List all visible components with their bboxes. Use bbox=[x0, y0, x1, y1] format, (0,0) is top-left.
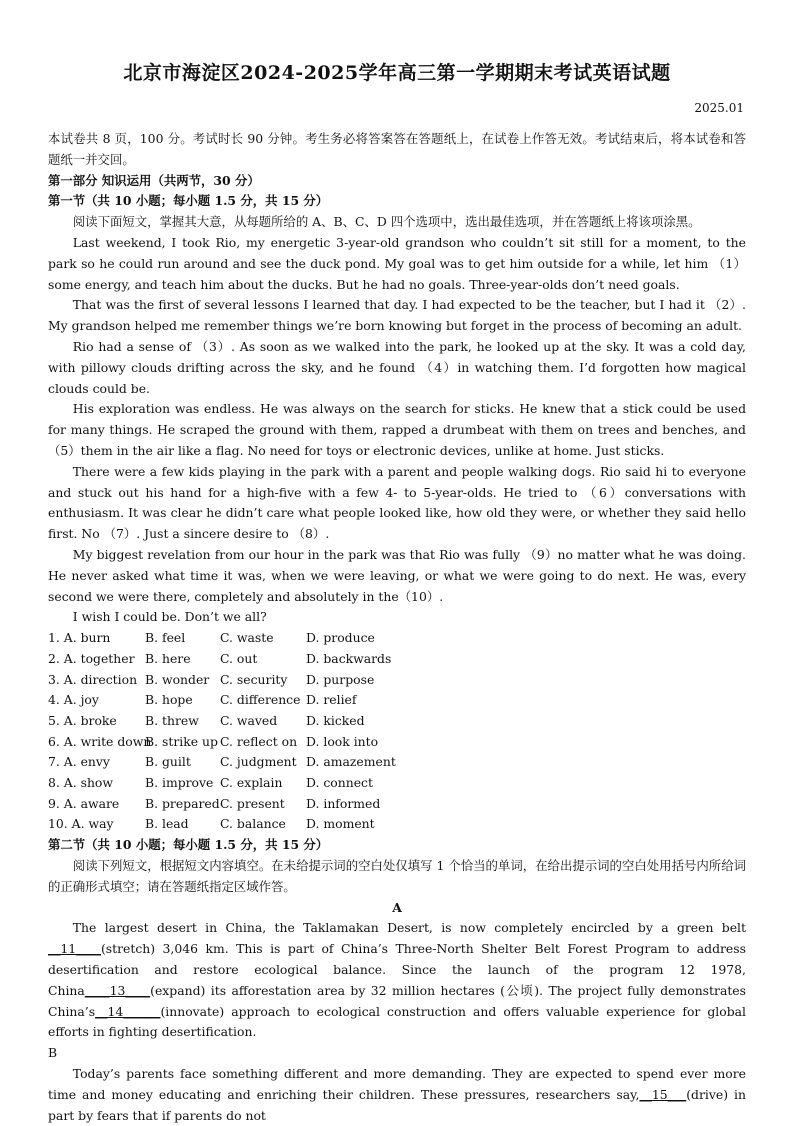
passage-a bbox=[48, 918, 746, 1043]
option-b: B. prepared bbox=[145, 795, 220, 811]
option-a: 6. A. write down bbox=[48, 733, 152, 749]
option-row bbox=[48, 649, 746, 670]
passage-a-text: (stretch) 3,046 km. This is part of China’s Three-North Shelter Belt Forest Program to address desertification and restore ecological balance. Since the launch of the program 12 1978, China bbox=[48, 941, 746, 998]
option-row bbox=[48, 711, 746, 732]
option-row bbox=[48, 814, 746, 835]
option-c: C. balance bbox=[220, 816, 286, 832]
option-row bbox=[48, 690, 746, 711]
option-c: C. difference bbox=[220, 692, 301, 708]
option-d: D. purpose bbox=[306, 671, 375, 687]
passage-paragraph: That was the first of several lessons I learned that day. I had expected to be the teacher, but I had it （2）. My grandson helped me remember things we’re born knowing but forget in the process of becoming an adult. bbox=[48, 297, 746, 334]
option-b: B. improve bbox=[145, 775, 214, 791]
option-c: C. out bbox=[220, 650, 258, 666]
exam-intro: 本试卷共 8 页，100 分。考试时长 90 分钟。考生务必将答案答在答题纸上，在试卷上作答无效。考试结束后，将本试卷和答题纸一并交回。 bbox=[48, 131, 746, 167]
part1-heading: 第一部分 知识运用（共两节，30 分） bbox=[48, 172, 260, 188]
blank-14: __14______ bbox=[95, 1003, 161, 1019]
option-d: D. informed bbox=[306, 795, 381, 811]
passage-paragraph: I wish I could be. Don’t we all? bbox=[72, 609, 267, 625]
option-d: D. connect bbox=[306, 775, 373, 791]
option-b: B. hope bbox=[145, 692, 193, 708]
option-b: B. lead bbox=[145, 816, 189, 832]
passage-b bbox=[48, 1064, 746, 1126]
option-row bbox=[48, 628, 746, 649]
passage-b-text: (drive) in part by fears that if parents do not bbox=[48, 1086, 747, 1123]
answer-options bbox=[48, 628, 746, 835]
passage-a-text: The largest desert in China, the Taklamakan Desert, is now completely encircled by a green belt bbox=[72, 920, 746, 936]
option-c: C. reflect on bbox=[220, 733, 298, 749]
option-row bbox=[48, 752, 746, 773]
passage-paragraph: Rio had a sense of （3）. As soon as we walked into the park, he looked up at the sky. It was a cold day, with pillowy clouds drifting across the sky, and he found （4）in watching them. I’d forgotten how magical clouds could be. bbox=[48, 338, 746, 396]
option-d: D. kicked bbox=[306, 712, 365, 728]
blank-13: ____13____ bbox=[84, 982, 151, 998]
option-d: D. look into bbox=[306, 733, 379, 749]
option-row bbox=[48, 732, 746, 753]
passage-b-text: Today’s parents face something different and more demanding. They are expected to spend ever more time and money educating and enriching their children. These pressures, researchers say, bbox=[48, 1065, 746, 1102]
page-title: 北京市海淀区2024-2025学年高三第一学期期末考试英语试题 bbox=[123, 62, 671, 84]
option-a: 1. A. burn bbox=[48, 630, 111, 646]
option-d: D. produce bbox=[306, 630, 375, 646]
passage-paragraph: His exploration was endless. He was always on the search for sticks. He knew that a stick could be used for many things. He scraped the ground with them, rapped a drumbeat with them on trees and benches, and（5）them in the air like a flag. No need for toys or electronic devices, unlike at home. Just sticks. bbox=[48, 401, 746, 458]
passage-a-text: (expand) its afforestation area by 32 million hectares (公顷). The project fully demonstrates China’s bbox=[48, 982, 746, 1019]
section2-heading: 第二节（共 10 小题；每小题 1.5 分，共 15 分） bbox=[48, 837, 329, 853]
option-a: 10. A. way bbox=[48, 816, 114, 832]
cloze-passage bbox=[48, 233, 746, 628]
option-a: 8. A. show bbox=[48, 775, 113, 791]
exam-body bbox=[48, 129, 746, 1126]
option-b: B. here bbox=[145, 650, 191, 666]
option-a: 5. A. broke bbox=[48, 712, 117, 728]
option-b: B. strike up bbox=[145, 733, 218, 749]
option-d: D. moment bbox=[306, 816, 375, 832]
passage-b-label: B bbox=[48, 1045, 58, 1061]
section1-instructions: 阅读下面短文，掌握其大意，从每题所给的 A、B、C、D 四个选项中，选出最佳选项，并在答题纸上将该项涂黑。 bbox=[72, 214, 701, 230]
option-c: C. waste bbox=[220, 630, 274, 646]
option-d: D. relief bbox=[306, 692, 357, 708]
option-row bbox=[48, 794, 746, 815]
passage-a-label: A bbox=[392, 899, 402, 915]
passage-paragraph: My biggest revelation from our hour in the park was that Rio was fully （9）no matter what he was doing. He never asked what time it was, when we were leaving, or what we were going to do next. He was, every second we were there, completely and absolutely in the（10）. bbox=[48, 546, 746, 604]
option-a: 2. A. together bbox=[48, 650, 135, 666]
option-c: C. present bbox=[220, 795, 285, 811]
option-c: C. waved bbox=[220, 712, 278, 728]
option-b: B. feel bbox=[145, 630, 186, 646]
exam-date: 2025.01 bbox=[694, 101, 744, 115]
option-a: 9. A. aware bbox=[48, 795, 120, 811]
option-c: C. judgment bbox=[220, 754, 297, 770]
option-d: D. backwards bbox=[306, 650, 392, 666]
option-row bbox=[48, 670, 746, 691]
blank-15: __15___ bbox=[639, 1086, 687, 1102]
blank-11: __11____ bbox=[48, 941, 101, 957]
option-c: C. explain bbox=[220, 775, 283, 791]
section2-instructions: 阅读下列短文，根据短文内容填空。在未给提示词的空白处仅填写 1 个恰当的单词，在给出提示词的空白处用括号内所给词的正确形式填空；请在答题纸指定区域作答。 bbox=[48, 857, 746, 894]
option-b: B. guilt bbox=[145, 754, 191, 770]
option-a: 4. A. joy bbox=[48, 692, 99, 708]
passage-paragraph: There were a few kids playing in the park with a parent and people walking dogs. Rio said hi to everyone and stuck out his hand for a high-five with a few 4- to 5-year-olds. He tried to （6）conversations with enthusiasm. It was clear he didn’t care what people looked like, how old they were, or whether they said hello first. No （7）. Just a sincere desire to （8）. bbox=[48, 463, 746, 542]
option-d: D. amazement bbox=[306, 754, 396, 770]
option-a: 3. A. direction bbox=[48, 671, 138, 687]
option-a: 7. A. envy bbox=[48, 754, 110, 770]
option-c: C. security bbox=[220, 671, 288, 687]
option-row bbox=[48, 773, 746, 794]
option-b: B. wonder bbox=[145, 671, 210, 687]
option-b: B. threw bbox=[145, 712, 199, 728]
passage-a-text: (innovate) approach to ecological construction and offers valuable experience for global efforts in fighting desertification. bbox=[48, 1003, 746, 1040]
section1-heading: 第一节（共 10 小题；每小题 1.5 分，共 15 分） bbox=[48, 193, 329, 209]
passage-paragraph: Last weekend, I took Rio, my energetic 3-year-old grandson who couldn’t sit still for a moment, to the park so he could run around and see the duck pond. My goal was to get him outside for a while, let him （1）some energy, and teach him about the ducks. But he had no goals. Three-year-olds don’t need goals. bbox=[48, 234, 746, 292]
